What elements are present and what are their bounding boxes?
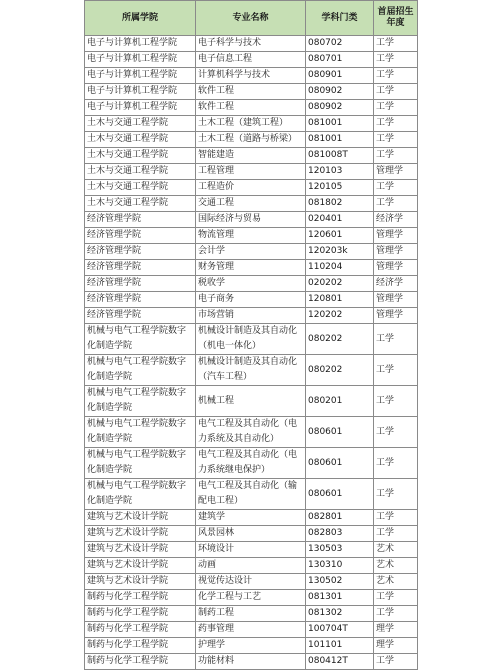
cell-category: 080412T	[306, 654, 374, 670]
cell-major: 制药工程	[196, 606, 306, 622]
cell-college: 建筑与艺术设计学院	[85, 542, 196, 558]
cell-college: 机械与电气工程学院数字化制造学院	[85, 417, 196, 448]
table-row	[85, 292, 418, 308]
cell-college: 电子与计算机工程学院	[85, 68, 196, 84]
cell-major: 会计学	[196, 244, 306, 260]
table-row	[85, 479, 418, 510]
table-row	[85, 164, 418, 180]
cell-college: 制药与化学工程学院	[85, 590, 196, 606]
cell-college: 电子与计算机工程学院	[85, 52, 196, 68]
cell-category: 081001	[306, 116, 374, 132]
cell-college: 建筑与艺术设计学院	[85, 574, 196, 590]
table-row	[85, 324, 418, 355]
cell-first-year: 工学	[374, 526, 418, 542]
cell-major: 电气工程及其自动化（电力系统及其自动化）	[196, 417, 306, 448]
table-row	[85, 606, 418, 622]
cell-major: 护理学	[196, 638, 306, 654]
cell-category: 080701	[306, 52, 374, 68]
cell-category: 080202	[306, 355, 374, 386]
cell-college: 经济管理学院	[85, 212, 196, 228]
table-row	[85, 510, 418, 526]
cell-college: 制药与化学工程学院	[85, 622, 196, 638]
cell-category: 081008T	[306, 148, 374, 164]
cell-major: 动画	[196, 558, 306, 574]
table-row	[85, 244, 418, 260]
cell-category: 080901	[306, 68, 374, 84]
majors-table	[84, 0, 418, 670]
cell-college: 机械与电气工程学院数字化制造学院	[85, 386, 196, 417]
cell-major: 化学工程与工艺	[196, 590, 306, 606]
table-row	[85, 132, 418, 148]
table-row	[85, 622, 418, 638]
cell-major: 机械设计制造及其自动化（汽车工程）	[196, 355, 306, 386]
table-row	[85, 355, 418, 386]
cell-category: 100704T	[306, 622, 374, 638]
cell-college: 电子与计算机工程学院	[85, 84, 196, 100]
cell-category: 130310	[306, 558, 374, 574]
cell-category: 081301	[306, 590, 374, 606]
cell-major: 国际经济与贸易	[196, 212, 306, 228]
table-row	[85, 196, 418, 212]
cell-category: 080601	[306, 479, 374, 510]
header-first-year: 首届招生年度	[374, 1, 418, 36]
table-row	[85, 526, 418, 542]
table-row	[85, 574, 418, 590]
cell-college: 电子与计算机工程学院	[85, 100, 196, 116]
cell-first-year: 管理学	[374, 308, 418, 324]
cell-major: 风景园林	[196, 526, 306, 542]
table-row	[85, 448, 418, 479]
table-row	[85, 52, 418, 68]
cell-first-year: 工学	[374, 448, 418, 479]
cell-major: 电子商务	[196, 292, 306, 308]
cell-major: 软件工程	[196, 84, 306, 100]
table-row	[85, 590, 418, 606]
cell-category: 080902	[306, 100, 374, 116]
cell-category: 120203k	[306, 244, 374, 260]
cell-first-year: 工学	[374, 479, 418, 510]
header-category: 学科门类	[306, 1, 374, 36]
cell-major: 电子科学与技术	[196, 36, 306, 52]
cell-first-year: 工学	[374, 590, 418, 606]
cell-category: 120601	[306, 228, 374, 244]
cell-first-year: 理学	[374, 638, 418, 654]
cell-category: 080201	[306, 386, 374, 417]
cell-first-year: 工学	[374, 36, 418, 52]
cell-category: 101101	[306, 638, 374, 654]
table-row	[85, 308, 418, 324]
table-row	[85, 276, 418, 292]
cell-college: 土木与交通工程学院	[85, 180, 196, 196]
cell-category: 081802	[306, 196, 374, 212]
cell-first-year: 工学	[374, 148, 418, 164]
cell-category: 020401	[306, 212, 374, 228]
cell-category: 130502	[306, 574, 374, 590]
cell-major: 功能材料	[196, 654, 306, 670]
cell-category: 130503	[306, 542, 374, 558]
cell-major: 软件工程	[196, 100, 306, 116]
table-row	[85, 417, 418, 448]
cell-first-year: 工学	[374, 100, 418, 116]
cell-first-year: 管理学	[374, 164, 418, 180]
table-row	[85, 228, 418, 244]
cell-college: 土木与交通工程学院	[85, 164, 196, 180]
cell-first-year: 管理学	[374, 228, 418, 244]
table-body	[85, 36, 418, 670]
cell-college: 土木与交通工程学院	[85, 116, 196, 132]
cell-major: 机械设计制造及其自动化（机电一体化）	[196, 324, 306, 355]
cell-major: 机械工程	[196, 386, 306, 417]
cell-college: 土木与交通工程学院	[85, 132, 196, 148]
cell-major: 市场营销	[196, 308, 306, 324]
cell-first-year: 工学	[374, 180, 418, 196]
cell-college: 制药与化学工程学院	[85, 654, 196, 670]
cell-category: 110204	[306, 260, 374, 276]
cell-college: 经济管理学院	[85, 292, 196, 308]
cell-major: 物流管理	[196, 228, 306, 244]
cell-first-year: 管理学	[374, 260, 418, 276]
cell-first-year: 工学	[374, 196, 418, 212]
cell-category: 120103	[306, 164, 374, 180]
cell-first-year: 艺术	[374, 542, 418, 558]
cell-major: 视觉传达设计	[196, 574, 306, 590]
cell-first-year: 理学	[374, 622, 418, 638]
cell-first-year: 工学	[374, 84, 418, 100]
table-row	[85, 148, 418, 164]
table-header	[85, 1, 418, 36]
cell-major: 智能建造	[196, 148, 306, 164]
cell-college: 经济管理学院	[85, 276, 196, 292]
cell-major: 计算机科学与技术	[196, 68, 306, 84]
cell-major: 土木工程（道路与桥梁）	[196, 132, 306, 148]
table-row	[85, 212, 418, 228]
cell-first-year: 经济学	[374, 276, 418, 292]
table-row	[85, 180, 418, 196]
cell-college: 机械与电气工程学院数字化制造学院	[85, 479, 196, 510]
header-major: 专业名称	[196, 1, 306, 36]
cell-category: 082803	[306, 526, 374, 542]
header-college: 所属学院	[85, 1, 196, 36]
cell-major: 电气工程及其自动化（电力系统继电保护）	[196, 448, 306, 479]
cell-college: 机械与电气工程学院数字化制造学院	[85, 324, 196, 355]
table-row	[85, 386, 418, 417]
table-row	[85, 260, 418, 276]
table-row	[85, 68, 418, 84]
cell-college: 建筑与艺术设计学院	[85, 510, 196, 526]
cell-first-year: 工学	[374, 386, 418, 417]
table-row	[85, 116, 418, 132]
cell-category: 080202	[306, 324, 374, 355]
cell-college: 电子与计算机工程学院	[85, 36, 196, 52]
cell-category: 080601	[306, 448, 374, 479]
cell-first-year: 工学	[374, 324, 418, 355]
cell-major: 建筑学	[196, 510, 306, 526]
cell-first-year: 艺术	[374, 558, 418, 574]
cell-first-year: 工学	[374, 68, 418, 84]
cell-category: 080902	[306, 84, 374, 100]
cell-major: 电气工程及其自动化（输配电工程）	[196, 479, 306, 510]
cell-major: 土木工程（建筑工程）	[196, 116, 306, 132]
cell-major: 药事管理	[196, 622, 306, 638]
cell-college: 土木与交通工程学院	[85, 148, 196, 164]
cell-college: 经济管理学院	[85, 260, 196, 276]
cell-category: 080702	[306, 36, 374, 52]
cell-major: 财务管理	[196, 260, 306, 276]
cell-college: 建筑与艺术设计学院	[85, 558, 196, 574]
cell-first-year: 管理学	[374, 292, 418, 308]
cell-first-year: 工学	[374, 654, 418, 670]
cell-category: 020202	[306, 276, 374, 292]
cell-college: 制药与化学工程学院	[85, 606, 196, 622]
cell-college: 机械与电气工程学院数字化制造学院	[85, 448, 196, 479]
table-row	[85, 36, 418, 52]
table-row	[85, 542, 418, 558]
cell-category: 120105	[306, 180, 374, 196]
cell-college: 建筑与艺术设计学院	[85, 526, 196, 542]
cell-first-year: 工学	[374, 606, 418, 622]
cell-college: 经济管理学院	[85, 228, 196, 244]
cell-category: 120801	[306, 292, 374, 308]
cell-first-year: 工学	[374, 355, 418, 386]
cell-category: 082801	[306, 510, 374, 526]
cell-first-year: 工学	[374, 52, 418, 68]
cell-first-year: 工学	[374, 116, 418, 132]
table-row	[85, 638, 418, 654]
cell-major: 税收学	[196, 276, 306, 292]
cell-first-year: 工学	[374, 510, 418, 526]
table-row	[85, 654, 418, 670]
table-row	[85, 100, 418, 116]
cell-first-year: 工学	[374, 417, 418, 448]
cell-college: 制药与化学工程学院	[85, 638, 196, 654]
cell-first-year: 管理学	[374, 244, 418, 260]
cell-category: 120202	[306, 308, 374, 324]
cell-major: 电子信息工程	[196, 52, 306, 68]
cell-college: 经济管理学院	[85, 244, 196, 260]
cell-major: 环境设计	[196, 542, 306, 558]
cell-major: 工程造价	[196, 180, 306, 196]
cell-category: 080601	[306, 417, 374, 448]
cell-first-year: 工学	[374, 132, 418, 148]
table-row	[85, 84, 418, 100]
cell-category: 081302	[306, 606, 374, 622]
cell-category: 081001	[306, 132, 374, 148]
table-row	[85, 558, 418, 574]
header-row	[85, 1, 418, 36]
cell-first-year: 艺术	[374, 574, 418, 590]
cell-major: 工程管理	[196, 164, 306, 180]
cell-major: 交通工程	[196, 196, 306, 212]
cell-college: 土木与交通工程学院	[85, 196, 196, 212]
cell-first-year: 经济学	[374, 212, 418, 228]
cell-college: 机械与电气工程学院数字化制造学院	[85, 355, 196, 386]
cell-college: 经济管理学院	[85, 308, 196, 324]
